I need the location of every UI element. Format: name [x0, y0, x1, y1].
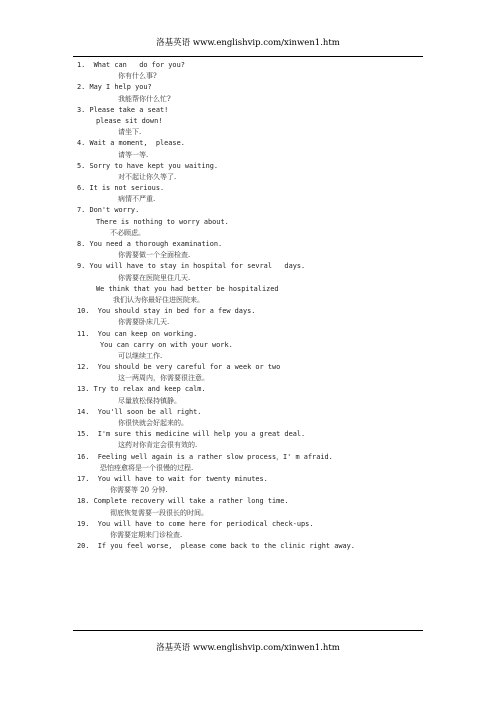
- translation-line: 你需要在医院里住几天.: [118, 273, 191, 282]
- translation-line: 不必顾虑。: [110, 228, 145, 237]
- translation-line: 对不起让你久等了.: [118, 172, 177, 181]
- sentence-line: 5. Sorry to have kept you waiting.: [77, 161, 219, 170]
- translation-line: 这一两周内，你需要很注意。: [118, 374, 209, 383]
- sentence-line: 19. You will have to come here for periodical check-ups.: [77, 519, 314, 528]
- sentence-line: 16. Feeling well again is a rather slow process，I' m afraid.: [77, 452, 333, 461]
- translation-line: 请坐下.: [118, 128, 142, 137]
- translation-line: 可以继续工作.: [118, 351, 163, 360]
- sentence-line: 17. You will have to wait for twenty minutes.: [77, 474, 268, 483]
- translation-line: 我能帮你什么忙?: [118, 94, 171, 103]
- translation-line: 你需要定期来门诊检查.: [110, 530, 183, 539]
- sentence-line: We think that you had better be hospitalized: [96, 284, 279, 293]
- sentence-line: 11. You can keep on working.: [77, 329, 198, 338]
- translation-line: 你有什么事?: [118, 72, 157, 81]
- sentence-line: 18. Complete recovery will take a rather long time.: [77, 497, 289, 506]
- document-body: [77, 60, 437, 552]
- sentence-line: 6. It is not serious.: [77, 184, 165, 193]
- page-header: 洛基英语 www.englishvip.com/xinwen1.htm: [156, 38, 340, 48]
- sentence-line: 14. You'll soon be all right.: [77, 407, 202, 416]
- sentence-line: 8. You need a thorough examination.: [77, 240, 223, 248]
- translation-line: 这药对你肯定会很有效的.: [118, 441, 198, 450]
- sentence-line: 10. You should stay in bed for a few days.: [77, 307, 256, 316]
- header-rule: [73, 56, 423, 57]
- page-footer: 洛基英语 www.englishvip.com/xinwen1.htm: [156, 643, 340, 653]
- translation-line: 你需要等 20 分钟.: [110, 486, 168, 495]
- translation-line: 恐怕痊愈将是一个很慢的过程.: [100, 463, 194, 472]
- sentence-line: 15. I'm sure this medicine will help you a great deal.: [77, 430, 306, 439]
- sentence-line: 12. You should be very careful for a week or two: [77, 363, 281, 372]
- translation-line: 你需要卧床几天.: [118, 318, 170, 327]
- sentence-line: There is nothing to worry about.: [96, 217, 229, 226]
- sentence-line: 4. Wait a moment, please.: [77, 139, 185, 148]
- sentence-line: 1. What can do for you?: [77, 61, 185, 69]
- translation-line: 你需要做一个全面检查.: [118, 251, 191, 260]
- sentence-line: 2. May I help you?: [77, 83, 152, 92]
- sentence-line: 13. Try to relax and keep calm.: [77, 385, 206, 394]
- sentence-line: 7. Don't worry.: [77, 206, 140, 215]
- translation-line: 彻底恢复需要一段很长的时间。: [110, 508, 208, 517]
- translation-line: 尽量放松保持镇静。: [118, 396, 181, 405]
- translation-line: 请等一等.: [118, 150, 149, 159]
- footer-rule: [73, 630, 423, 631]
- sentence-line: 20. If you feel worse, please come back to the clinic right away.: [77, 542, 355, 551]
- sentence-line: You can carry on with your work.: [100, 340, 233, 349]
- sentence-line: 3. Please take a seat!: [77, 105, 169, 114]
- translation-line: 你很快就会好起来的。: [118, 419, 188, 427]
- sentence-line: please sit down!: [96, 116, 163, 125]
- sentence-line: 9. You will have to stay in hospital for sevral days.: [77, 262, 306, 271]
- translation-line: 病情不严重.: [118, 195, 156, 204]
- translation-line: 我们认为你最好住进医院来。: [113, 295, 204, 304]
